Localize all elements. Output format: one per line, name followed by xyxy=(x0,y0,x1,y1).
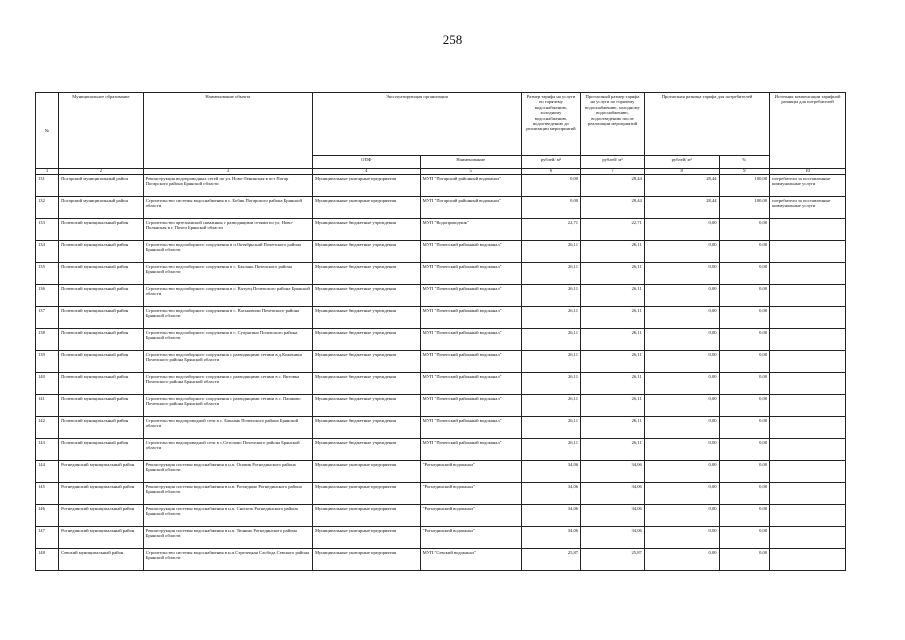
organization-cell: МУП "Почепский районный водоканал" xyxy=(420,263,521,285)
organization-cell: МУП "Почепский районный водоканал" xyxy=(420,329,521,351)
diff-percent-cell: 0,00 xyxy=(719,439,770,461)
page-number: 258 xyxy=(442,32,463,47)
municipality-cell: Почепский муниципальный район xyxy=(59,241,144,263)
header-tariff-diff: Прогнозная разница тарифа для потребителей xyxy=(644,93,769,156)
tariff-before-cell: 34,06 xyxy=(521,483,580,505)
table-row xyxy=(36,329,846,351)
municipality-cell: Севский муниципальный район xyxy=(59,549,144,571)
diff-percent-cell: 0,00 xyxy=(719,417,770,439)
opf-cell: Муниципальные бюджетные учреждения xyxy=(312,307,420,329)
table-row xyxy=(36,461,846,483)
tariff-after-cell: 26,11 xyxy=(581,263,645,285)
organization-cell: МУП "Почепский районный водоканал" xyxy=(420,439,521,461)
tariff-table xyxy=(35,92,846,571)
object-cell: Строительство водопроводной сети в с.Сетолово Почепского района Брянской области xyxy=(143,439,312,461)
tariff-after-cell: 34,06 xyxy=(581,461,645,483)
opf-cell: Муниципальные бюджетные учреждения xyxy=(312,395,420,417)
diff-percent-cell: 100,00 xyxy=(719,197,770,219)
diff-percent-cell: 0,00 xyxy=(719,395,770,417)
tariff-before-cell: 34,06 xyxy=(521,461,580,483)
municipality-cell: Погарский муниципальный район xyxy=(59,175,144,197)
column-index: 10 xyxy=(770,169,846,175)
municipality-cell: Рогнединский муниципальный район xyxy=(59,527,144,549)
tariff-before-cell: 26,11 xyxy=(521,329,580,351)
diff-rub-cell: 0,00 xyxy=(644,439,719,461)
table-row xyxy=(36,395,846,417)
row-number: 135 xyxy=(36,263,59,285)
diff-rub-cell: 0,00 xyxy=(644,219,719,241)
tariff-after-cell: 28,44 xyxy=(581,175,645,197)
diff-percent-cell: 0,00 xyxy=(719,241,770,263)
organization-cell: "Рогнединский водоканал" xyxy=(420,483,521,505)
source-cell xyxy=(770,307,846,329)
tariff-after-cell: 26,11 xyxy=(581,307,645,329)
object-cell: Строительство водозаборного сооружения в с. Баклань Почепского района Брянской области xyxy=(143,263,312,285)
tariff-after-cell: 26,11 xyxy=(581,373,645,395)
tariff-after-cell: 26,11 xyxy=(581,285,645,307)
row-number: 137 xyxy=(36,307,59,329)
row-number: 134 xyxy=(36,241,59,263)
organization-cell: МУП "Почепский районный водоканал" xyxy=(420,417,521,439)
municipality-cell: Почепский муниципальный район xyxy=(59,351,144,373)
source-cell xyxy=(770,439,846,461)
object-cell: Строительство водозаборного сооружения в п.Октябрьский Почепского района Брянской области xyxy=(143,241,312,263)
diff-rub-cell: 0,00 xyxy=(644,505,719,527)
tariff-before-cell: 26,11 xyxy=(521,263,580,285)
opf-cell: Муниципальные унитарные предприятия xyxy=(312,483,420,505)
row-number: 139 xyxy=(36,351,59,373)
organization-cell: МУП "Почепский районный водоканал" xyxy=(420,373,521,395)
tariff-before-cell: 0,00 xyxy=(521,175,580,197)
source-cell: потребители за поставленные коммунальные услуги xyxy=(770,197,846,219)
source-cell xyxy=(770,549,846,571)
row-number: 140 xyxy=(36,373,59,395)
municipality-cell: Почепский муниципальный район xyxy=(59,439,144,461)
row-number: 136 xyxy=(36,285,59,307)
tariff-before-cell: 26,11 xyxy=(521,373,580,395)
source-cell xyxy=(770,241,846,263)
row-number: 132 xyxy=(36,197,59,219)
object-cell: Реконструкция системы водоснабжения в н.п. Осовик Рогнединского района Брянской области xyxy=(143,461,312,483)
opf-cell: Муниципальные унитарные предприятия xyxy=(312,505,420,527)
header-operator: Эксплуатирующая организация xyxy=(312,93,521,156)
tariff-before-cell: 26,11 xyxy=(521,241,580,263)
object-cell: Строительство водозаборного сооружения в с. Васьковичи Почепского района Брянской области xyxy=(143,307,312,329)
diff-rub-cell: 0,00 xyxy=(644,351,719,373)
organization-cell: МУП "Погарский районный водоканал" xyxy=(420,197,521,219)
column-index: 6 xyxy=(521,169,580,175)
tariff-after-cell: 25,87 xyxy=(581,549,645,571)
table-row xyxy=(36,197,846,219)
tariff-after-cell: 34,06 xyxy=(581,527,645,549)
source-cell xyxy=(770,417,846,439)
organization-cell: МУП "Почепский районный водоканал" xyxy=(420,351,521,373)
diff-rub-cell: 0,00 xyxy=(644,285,719,307)
diff-rub-cell: 0,00 xyxy=(644,527,719,549)
row-number: 144 xyxy=(36,461,59,483)
object-cell: Строительство водозаборного сооружения с разводящими сетями в д.Коженики Почепского района Брянской области xyxy=(143,351,312,373)
header-tariff-size: Размер тарифа на услуги по горячему водоснабжению, холодному водоснабжению, водоотведению до реализации мероприятий xyxy=(521,93,580,156)
opf-cell: Муниципальные бюджетные учреждения xyxy=(312,329,420,351)
opf-cell: Муниципальные унитарные предприятия xyxy=(312,549,420,571)
municipality-cell: Почепский муниципальный район xyxy=(59,219,144,241)
diff-percent-cell: 0,00 xyxy=(719,329,770,351)
tariff-before-cell: 26,11 xyxy=(521,351,580,373)
tariff-after-cell: 28,44 xyxy=(581,197,645,219)
source-cell xyxy=(770,329,846,351)
source-cell xyxy=(770,461,846,483)
tariff-before-cell: 26,11 xyxy=(521,307,580,329)
row-number: 138 xyxy=(36,329,59,351)
municipality-cell: Рогнединский муниципальный район xyxy=(59,505,144,527)
diff-rub-cell: 0,00 xyxy=(644,417,719,439)
diff-percent-cell: 0,00 xyxy=(719,549,770,571)
header-object: Наименование объекта xyxy=(143,93,312,169)
column-index: 8 xyxy=(644,169,719,175)
tariff-before-cell: 26,11 xyxy=(521,417,580,439)
row-number: 131 xyxy=(36,175,59,197)
municipality-cell: Погарский муниципальный район xyxy=(59,197,144,219)
diff-percent-cell: 0,00 xyxy=(719,527,770,549)
diff-rub-cell: 0,00 xyxy=(644,307,719,329)
source-cell xyxy=(770,285,846,307)
diff-percent-cell: 0,00 xyxy=(719,263,770,285)
table-row xyxy=(36,285,846,307)
organization-cell: МУП "Почепский районный водоканал" xyxy=(420,241,521,263)
tariff-after-cell: 26,11 xyxy=(581,439,645,461)
source-cell xyxy=(770,263,846,285)
diff-percent-cell: 0,00 xyxy=(719,505,770,527)
object-cell: Строительство системы водоснабжения в с. Бобик Погарского района Брянской области xyxy=(143,197,312,219)
header-unit-rub: рублей/ м³ xyxy=(644,156,719,169)
diff-rub-cell: 0,00 xyxy=(644,329,719,351)
municipality-cell: Почепский муниципальный район xyxy=(59,417,144,439)
object-cell: Реконструкция системы водоснабжения в н.п. Тюнино Рогнединского района Брянской области xyxy=(143,527,312,549)
source-cell xyxy=(770,505,846,527)
opf-cell: Муниципальные бюджетные учреждения xyxy=(312,373,420,395)
table-row xyxy=(36,505,846,527)
table-row xyxy=(36,549,846,571)
header-municipality: Муниципальное образование xyxy=(59,93,144,169)
object-cell: Строительство артезианской скважины с разводящими сетями по ул. Ново-Полянская в г. Почеп Брянской области xyxy=(143,219,312,241)
opf-cell: Муниципальные бюджетные учреждения xyxy=(312,351,420,373)
source-cell: потребители за поставленные коммунальные услуги xyxy=(770,175,846,197)
column-index: 1 xyxy=(36,169,59,175)
opf-cell: Муниципальные унитарные предприятия xyxy=(312,175,420,197)
table-row xyxy=(36,417,846,439)
column-index: 4 xyxy=(312,169,420,175)
header-unit-pct: % xyxy=(719,156,770,169)
municipality-cell: Рогнединский муниципальный район xyxy=(59,461,144,483)
source-cell xyxy=(770,219,846,241)
column-index: 7 xyxy=(581,169,645,175)
column-index: 2 xyxy=(59,169,144,175)
tariff-after-cell: 26,11 xyxy=(581,395,645,417)
organization-cell: "Рогнединский водоканал" xyxy=(420,461,521,483)
row-number: 143 xyxy=(36,439,59,461)
object-cell: Строительство водозаборного сооружения с разводящими сетями в с. Пашково Почепского района Брянской области xyxy=(143,395,312,417)
table-row xyxy=(36,219,846,241)
tariff-before-cell: 34,06 xyxy=(521,527,580,549)
row-number: 148 xyxy=(36,549,59,571)
object-cell: Строительство водозаборного сооружения в с. Супрягино Почепского района Брянской области xyxy=(143,329,312,351)
organization-cell: "Рогнединский водоканал" xyxy=(420,505,521,527)
opf-cell: Муниципальные бюджетные учреждения xyxy=(312,263,420,285)
row-number: 145 xyxy=(36,483,59,505)
municipality-cell: Почепский муниципальный район xyxy=(59,263,144,285)
tariff-after-cell: 26,11 xyxy=(581,417,645,439)
source-cell xyxy=(770,483,846,505)
diff-percent-cell: 0,00 xyxy=(719,461,770,483)
header-number: № xyxy=(36,93,59,169)
header-row xyxy=(36,93,846,156)
diff-percent-cell: 0,00 xyxy=(719,219,770,241)
diff-rub-cell: 0,00 xyxy=(644,263,719,285)
header-unit-rub: рублей/ м³ xyxy=(521,156,580,169)
column-index: 3 xyxy=(143,169,312,175)
diff-rub-cell: 0,00 xyxy=(644,373,719,395)
column-index: 5 xyxy=(420,169,521,175)
diff-rub-cell: 0,00 xyxy=(644,483,719,505)
diff-percent-cell: 0,00 xyxy=(719,307,770,329)
municipality-cell: Почепский муниципальный район xyxy=(59,373,144,395)
tariff-after-cell: 26,11 xyxy=(581,351,645,373)
header-tariff-forecast: Прогнозный размер тарифа на услуги по горячему водоснабжению, холодному водоснабжению, водоотведению после реализации мероприятий xyxy=(581,93,645,156)
row-number: 142 xyxy=(36,417,59,439)
tariff-before-cell: 25,87 xyxy=(521,549,580,571)
tariff-after-cell: 26,11 xyxy=(581,241,645,263)
diff-percent-cell: 0,00 xyxy=(719,483,770,505)
opf-cell: Муниципальные бюджетные учреждения xyxy=(312,439,420,461)
opf-cell: Муниципальные бюджетные учреждения xyxy=(312,219,420,241)
source-cell xyxy=(770,395,846,417)
tariff-before-cell: 26,11 xyxy=(521,395,580,417)
tariff-before-cell: 26,11 xyxy=(521,439,580,461)
municipality-cell: Почепский муниципальный район xyxy=(59,307,144,329)
opf-cell: Муниципальные унитарные предприятия xyxy=(312,527,420,549)
organization-cell: МУП "Почепский районный водоканал" xyxy=(420,395,521,417)
row-number: 141 xyxy=(36,395,59,417)
header-unit-rub: рублей/ м³ xyxy=(581,156,645,169)
organization-cell: МУП "Севский водоканал" xyxy=(420,549,521,571)
organization-cell: МУП "Почепский районный водоканал" xyxy=(420,285,521,307)
source-cell xyxy=(770,527,846,549)
opf-cell: Муниципальные бюджетные учреждения xyxy=(312,285,420,307)
opf-cell: Муниципальные унитарные предприятия xyxy=(312,461,420,483)
diff-percent-cell: 0,00 xyxy=(719,285,770,307)
source-cell xyxy=(770,373,846,395)
table-row xyxy=(36,351,846,373)
tariff-before-cell: 26,11 xyxy=(521,285,580,307)
object-cell: Реконструкция системы водоснабжения в н.п. Рогнедино Рогнединского района Брянской области xyxy=(143,483,312,505)
row-number: 133 xyxy=(36,219,59,241)
table-row xyxy=(36,241,846,263)
municipality-cell: Почепский муниципальный район xyxy=(59,285,144,307)
tariff-before-cell: 0,00 xyxy=(521,197,580,219)
source-cell xyxy=(770,351,846,373)
tariff-after-cell: 26,11 xyxy=(581,329,645,351)
object-cell: Строительство системы водоснабжения в н.п.Стрелецкая Слобода Севского района Брянской области xyxy=(143,549,312,571)
tariff-after-cell: 34,06 xyxy=(581,483,645,505)
opf-cell: Муниципальные унитарные предприятия xyxy=(312,197,420,219)
diff-rub-cell: 0,00 xyxy=(644,461,719,483)
object-cell: Строительство водопроводной сети в с. Баклань Почепского района Брянской области xyxy=(143,417,312,439)
organization-cell: МУП "Почепский районный водоканал" xyxy=(420,307,521,329)
municipality-cell: Почепский муниципальный район xyxy=(59,395,144,417)
organization-cell: МУП "Погарский районный водоканал" xyxy=(420,175,521,197)
diff-rub-cell: 0,00 xyxy=(644,241,719,263)
organization-cell: МУП "Водопроводчик" xyxy=(420,219,521,241)
table-row xyxy=(36,527,846,549)
object-cell: Реконструкция водопроводных сетей по ул. Ново-Ленинская в пгт Погар Погарского района Брянской области xyxy=(143,175,312,197)
header-org-name: Наименование xyxy=(420,156,521,169)
diff-rub-cell: 0,00 xyxy=(644,395,719,417)
diff-percent-cell: 0,00 xyxy=(719,351,770,373)
table-row xyxy=(36,307,846,329)
opf-cell: Муниципальные бюджетные учреждения xyxy=(312,241,420,263)
diff-rub-cell: 28,44 xyxy=(644,175,719,197)
diff-percent-cell: 0,00 xyxy=(719,373,770,395)
diff-rub-cell: 28,44 xyxy=(644,197,719,219)
object-cell: Строительство водозаборного сооружения с разводящими сетями в с. Витовка Почепского района Брянской области xyxy=(143,373,312,395)
table-row xyxy=(36,175,846,197)
table-row xyxy=(36,373,846,395)
row-number: 147 xyxy=(36,527,59,549)
header-opf: ОПФ xyxy=(312,156,420,169)
diff-rub-cell: 0,00 xyxy=(644,549,719,571)
object-cell: Реконструкция системы водоснабжения в н.п. Снопоть Рогнединского района Брянской области xyxy=(143,505,312,527)
column-index: 9 xyxy=(719,169,770,175)
row-number: 146 xyxy=(36,505,59,527)
header-source: Источник компенсации тарифной разницы для потребителей xyxy=(770,93,846,169)
municipality-cell: Почепский муниципальный район xyxy=(59,329,144,351)
opf-cell: Муниципальные бюджетные учреждения xyxy=(312,417,420,439)
object-cell: Строительство водозаборного сооружения в с. Валуец Почепского района Брянской области xyxy=(143,285,312,307)
table-row xyxy=(36,483,846,505)
municipality-cell: Рогнединский муниципальный район xyxy=(59,483,144,505)
tariff-after-cell: 34,06 xyxy=(581,505,645,527)
table-row xyxy=(36,439,846,461)
tariff-before-cell: 22,71 xyxy=(521,219,580,241)
table-row xyxy=(36,263,846,285)
diff-percent-cell: 100,00 xyxy=(719,175,770,197)
tariff-after-cell: 22,71 xyxy=(581,219,645,241)
tariff-before-cell: 34,06 xyxy=(521,505,580,527)
organization-cell: "Рогнединский водоканал" xyxy=(420,527,521,549)
